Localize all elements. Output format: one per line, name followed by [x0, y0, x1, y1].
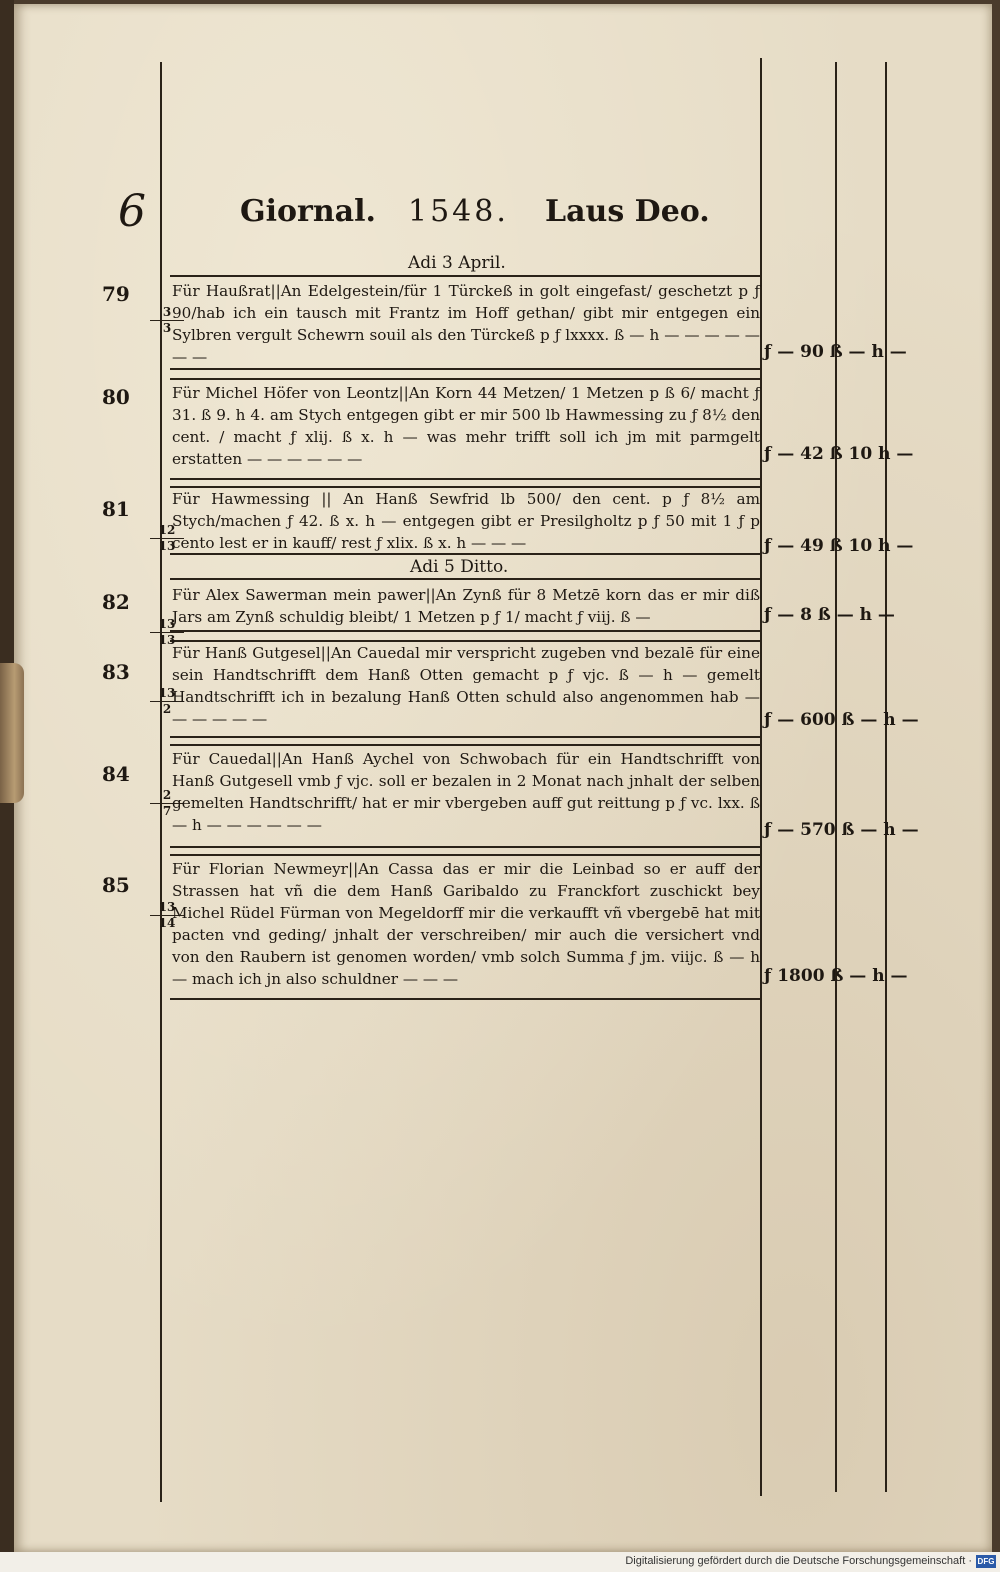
entry-rule	[170, 854, 762, 856]
entry-rule	[170, 736, 762, 738]
book-clasp	[0, 663, 24, 803]
entry-amount: ƒ — 90 ß — h —	[764, 342, 907, 362]
entry-rule	[170, 578, 762, 580]
entry-text: Für Alex Sawerman mein pawer||An Zynß für 8 Metzē korn das er mir diß Jars am Zynß schuldig bleibt/ 1 Metzen p ƒ 1/ macht ƒ viij. ß —	[172, 586, 760, 626]
journal-title: Giornal.	[240, 194, 376, 229]
ledger-reference: 13 14	[150, 900, 184, 931]
entry-amount: ƒ — 49 ß 10 h —	[764, 536, 914, 556]
entry-rule	[170, 368, 762, 370]
entry-rule	[170, 478, 762, 480]
entry-number: 80	[102, 385, 130, 409]
entry-amount: ƒ — 8 ß — h —	[764, 605, 895, 625]
entry-number: 85	[102, 873, 130, 897]
ledger-reference: 12 13	[150, 523, 184, 554]
entry-text: Für Haußrat||An Edelgestein/für 1 Türckeß in golt eingefast/ geschetzt p ƒ 90/hab ich ein tausch mit Frantz im Hoff gethan/ gibt mir entgegen ein Sylbren vergult Schewrn souil als den Türckeß p ƒ lxxxx. ß — h — — — — — — —	[172, 282, 760, 366]
entry-rule	[170, 630, 762, 632]
entry-number: 82	[102, 590, 130, 614]
entry-amount: ƒ — 570 ß — h —	[764, 820, 919, 840]
entry-rule	[170, 998, 762, 1000]
entry-number: 84	[102, 762, 130, 786]
entry-number: 81	[102, 497, 130, 521]
page-number: 6	[118, 186, 146, 237]
entry-text: Für Hawmessing || An Hanß Sewfrid lb 500/ den cent. p ƒ 8½ am Stych/machen ƒ 42. ß x. h — entgegen gibt er Presilgholtz p ƒ 50 mit 1 ƒ p cento lest er in kauff/ rest ƒ xlix. ß x. h — — —	[172, 490, 760, 552]
entry-text: Für Michel Höfer von Leontz||An Korn 44 Metzen/ 1 Metzen p ß 6/ macht ƒ 31. ß 9. h 4. am Stych entgegen gibt er mir 500 lb Hawmessing zu ƒ 8½ den cent. / macht ƒ xlij. ß x. h — was mehr trifft soll ich jm mit parmgelt erstatten — — — — — —	[172, 384, 760, 468]
digitization-credit: Digitalisierung gefördert durch die Deutsche Forschungsgemeinschaft ·	[625, 1555, 972, 1567]
entry-number: 79	[102, 282, 130, 306]
date-heading: Adi 3 April.	[408, 253, 506, 273]
entry-rule	[170, 378, 762, 380]
florin-column-rule	[835, 62, 837, 1492]
entry-text: Für Cauedal||An Hanß Aychel von Schwobach für ein Handtschrifft von Hanß Gutgesell vmb ƒ vjc. soll er bezalen in 2 Monat nach jnhalt der selben gemelten Handtschrifft/ hat er mir vbergeben auff gut reittung p ƒ vc. lxx. ß — h — — — — — —	[172, 750, 760, 834]
entry-number: 83	[102, 660, 130, 684]
entry-rule	[170, 744, 762, 746]
entry-amount: ƒ 1800 ß — h —	[764, 966, 908, 986]
entry-amount: ƒ — 600 ß — h —	[764, 710, 919, 730]
journal-year: 1548.	[408, 194, 509, 229]
dfg-logo: DFG	[977, 1557, 995, 1566]
schilling-column-rule	[885, 62, 887, 1492]
ledger-reference: 13 2	[150, 686, 184, 717]
ledger-reference: 3 3	[150, 305, 184, 336]
left-margin-rule	[160, 62, 162, 1502]
entry-text: Für Florian Newmeyr||An Cassa das er mir die Leinbad so er auff der Strassen hat vñ die dem Hanß Garibaldo zu Franckfort zuschickt bey Michel Rüdel Fürman von Megeldorff mir die verkaufft vñ vbergebē hat mit pacten vnd geding/ jnhalt der verschreiben/ mir auch die versichert vnd von den Raubern ist genomen worden/ vmb solch Summa ƒ jm. viijc. ß — h — mach ich jn also schuldner — — —	[172, 860, 760, 988]
journal-motto: Laus Deo.	[545, 194, 710, 229]
entry-rule	[170, 846, 762, 848]
entry-amount: ƒ — 42 ß 10 h —	[764, 444, 914, 464]
entry-rule	[170, 275, 762, 277]
date-heading: Adi 5 Ditto.	[410, 557, 509, 577]
ledger-reference: 13 13	[150, 617, 184, 648]
amount-column-rule	[760, 58, 762, 1496]
entry-text: Für Hanß Gutgesel||An Cauedal mir verspricht zugeben vnd bezalē für eine sein Handtschrifft dem Hanß Otten gemacht p ƒ vjc. ß — h — gemelt Handtschrifft ich in bezalung Hanß Otten schuld also angenommen hab — — — — — —	[172, 644, 760, 728]
ledger-reference: 2 7	[150, 788, 184, 819]
